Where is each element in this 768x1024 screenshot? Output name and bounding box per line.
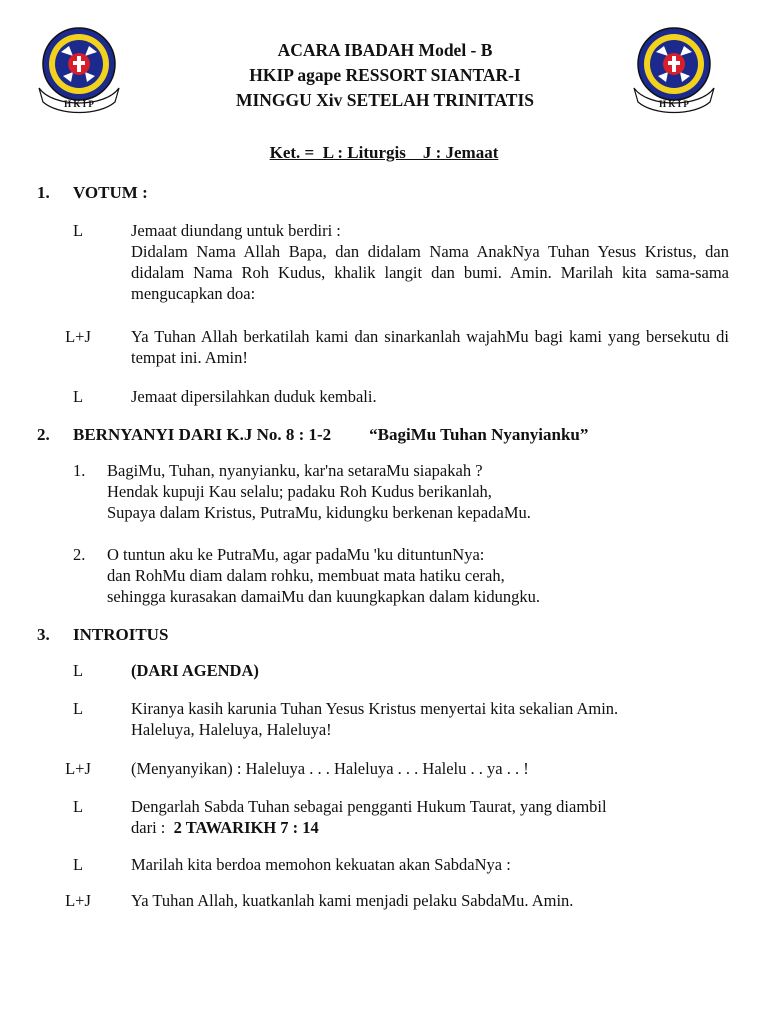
role-label: L (72, 699, 84, 718)
logo-letters: H K I P (64, 99, 94, 109)
section-votum-heading: 1. VOTUM : (37, 183, 148, 202)
verse-number: 1. (73, 461, 86, 480)
hymn-verse: BagiMu, Tuhan, nyanyianku, kar'na setaraMu siapakah ? Hendak kupuji Kau selalu; padaku Roh Kudus berikanlah, Supaya dalam Kristus, PutraMu, kidungku berkenan kepadaMu. (107, 461, 531, 522)
verse-number: 2. (73, 545, 86, 564)
hymn-title: “BagiMu Tuhan Nyanyianku” (369, 425, 589, 444)
scripture-reference: 2 TAWARIKH 7 : 14 (173, 818, 319, 837)
role-label: L (72, 221, 84, 240)
hymn-verse: O tuntun aku ke PutraMu, agar padaMu 'ku dituntunNya: dan RohMu diam dalam rohku, membuat mata hatiku cerah, sehingga kurasakan damaiMu dan kuungkapkan dalam kidungku. (107, 545, 541, 606)
section-introitus-heading: 3. INTROITUS (37, 625, 169, 644)
introitus-reading-text: Dengarlah Sabda Tuhan sebagai pengganti Hukum Taurat, yang diambil dari : 2 TAWARIKH 7 : 14 (131, 797, 607, 837)
hkip-logo-left (33, 22, 125, 118)
logo-letters: H K I P (659, 99, 689, 109)
role-legend: Ket. = L : Liturgis J : Jemaat (269, 143, 499, 162)
role-label: L (72, 387, 84, 406)
agenda-note: (DARI AGENDA) (131, 661, 259, 680)
header-church: HKIP agape RESSORT SIANTAR-I (249, 65, 521, 85)
introitus-prayer-response: Ya Tuhan Allah, kuatkanlah kami menjadi pelaku SabdaMu. Amin. (131, 891, 574, 910)
introitus-blessing-text: Kiranya kasih karunia Tuhan Yesus Kristus menyertai kita sekalian Amin. Haleluya, Haleluya, Haleluya! (131, 699, 619, 739)
role-label: L (72, 661, 84, 680)
role-label: L+J (65, 327, 91, 346)
role-label: L (72, 797, 84, 816)
introitus-prayer-call: Marilah kita berdoa memohon kekuatan akan SabdaNya : (131, 855, 511, 874)
header-sunday: MINGGU Xiv SETELAH TRINITATIS (235, 90, 535, 110)
votum-liturgist-text: Jemaat diundang untuk berdiri : Didalam Nama Allah Bapa, dan didalam Nama AnakNya Tuhan Yesus Kristus, dan didalam Nama Roh Kudus, khalik langit dan bumi. Amin. Marilah kita sama-sama mengucapkan doa: (131, 221, 729, 303)
role-label: L (72, 855, 84, 874)
section-hymn-heading: 2. BERNYANYI DARI K.J No. 8 : 1-2 “BagiMu Tuhan Nyanyianku” (37, 425, 589, 444)
role-label: L+J (65, 891, 91, 910)
votum-congregation-text: Ya Tuhan Allah berkatilah kami dan sinarkanlah wajahMu bagi kami yang bersekutu di tempat ini. Amin! (131, 327, 729, 367)
header-title: ACARA IBADAH Model - B (277, 40, 493, 60)
votum-sit-text: Jemaat dipersilahkan duduk kembali. (131, 387, 377, 406)
introitus-sung-text: (Menyanyikan) : Haleluya . . . Haleluya . . . Halelu . . ya . . ! (131, 759, 529, 778)
document-header (150, 38, 620, 113)
role-label: L+J (65, 759, 91, 778)
hkip-logo-right (628, 22, 720, 118)
